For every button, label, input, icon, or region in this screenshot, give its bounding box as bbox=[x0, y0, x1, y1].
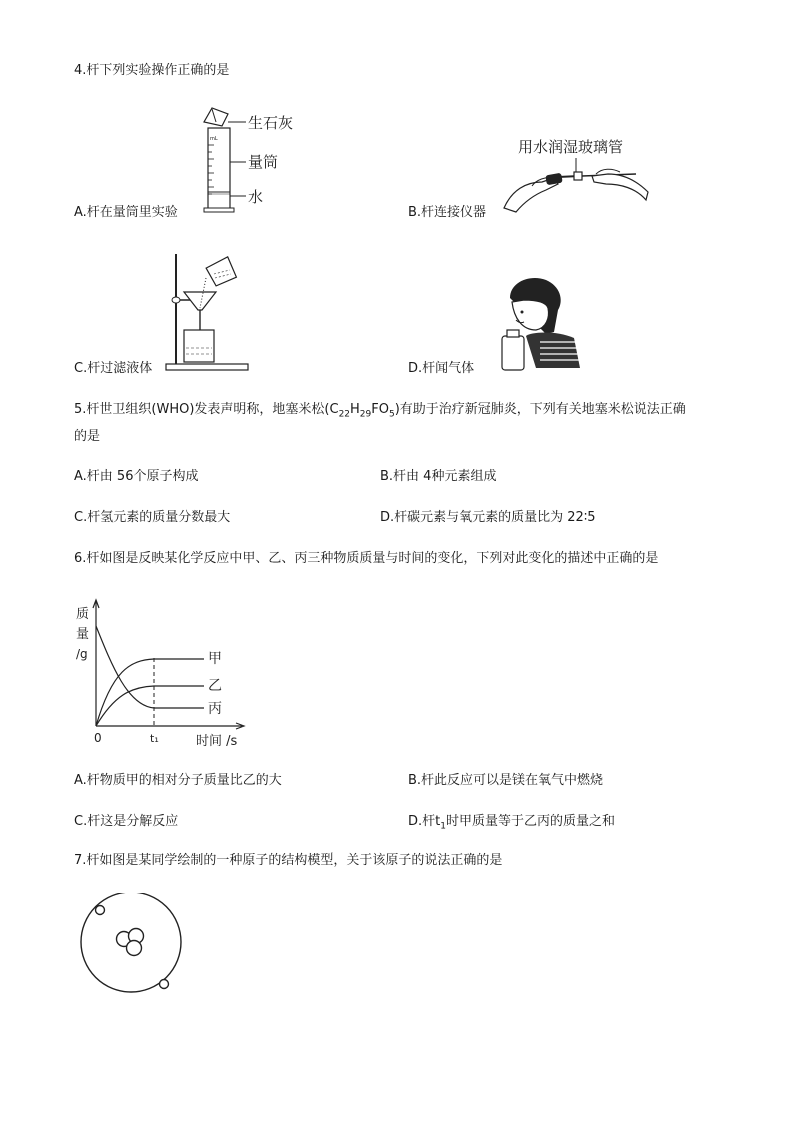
label-cylinder: 量筒 bbox=[248, 153, 279, 171]
electron-top bbox=[96, 906, 105, 915]
series-label-yi: 乙 bbox=[208, 678, 222, 694]
q4-option-d: D.杆闻气体 bbox=[408, 361, 475, 376]
label-wet-glass-tube: 用水润湿玻璃管 bbox=[518, 138, 624, 156]
connect-apparatus-figure bbox=[496, 130, 652, 218]
q6-option-b: B.杆此反应可以是镁在氧气中燃烧 bbox=[408, 773, 604, 788]
q5-option-b: B.杆由 4种元素组成 bbox=[380, 469, 497, 484]
q6-option-c: C.杆这是分解反应 bbox=[74, 814, 179, 829]
series-label-bing: 丙 bbox=[208, 701, 222, 717]
q6-option-a: A.杆物质甲的相对分子质量比乙的大 bbox=[74, 773, 282, 788]
q6-stem: 6.杆如图是反映某化学反应中甲、乙、丙三种物质质量与时间的变化，下列对此变化的描述中正确的是 bbox=[74, 551, 659, 566]
label-quicklime: 生石灰 bbox=[248, 114, 294, 132]
graph-ylabel-3: /g bbox=[76, 647, 88, 661]
smell-gas-figure bbox=[496, 272, 586, 376]
series-yi-curve bbox=[96, 686, 204, 726]
series-label-jia: 甲 bbox=[208, 651, 222, 667]
svg-text:mL: mL bbox=[210, 136, 218, 142]
electron-bottom bbox=[160, 980, 169, 989]
q4-option-b: B.杆连接仪器 bbox=[408, 205, 487, 220]
graph-xlabel: 时间 /s bbox=[196, 734, 238, 749]
q4-option-c: C.杆过滤液体 bbox=[74, 361, 153, 376]
graph-t1-label: t₁ bbox=[150, 732, 159, 745]
series-bing-curve bbox=[96, 626, 204, 708]
q6-option-d: D.杆$t_1$时甲质量等于乙丙的质量之和 bbox=[408, 814, 615, 832]
mass-time-graph bbox=[70, 596, 250, 752]
nucleon-3 bbox=[127, 941, 142, 956]
q5-stem-line1: 5.杆世卫组织(WHO)发表声明称，地塞米松$(C_{22}H_{29}FO_5)$有助于治疗新冠肺炎，下列有关地塞米松说法正确 bbox=[74, 402, 686, 420]
graph-origin-label: 0 bbox=[94, 731, 102, 745]
q5-option-c: C.杆氢元素的质量分数最大 bbox=[74, 510, 231, 525]
dexamethasone-formula: $C_{22}H_{29}FO_5$ bbox=[329, 402, 395, 420]
graduated-cylinder-figure bbox=[192, 100, 310, 218]
series-jia-curve bbox=[96, 659, 204, 726]
q4-stem: 4.杆下列实验操作正确的是 bbox=[74, 63, 230, 78]
q4-option-a: A.杆在量筒里实验 bbox=[74, 205, 178, 220]
q5-option-a: A.杆由 56个原子构成 bbox=[74, 469, 199, 484]
atom-model-figure bbox=[72, 893, 192, 1001]
q5-option-d: D.杆碳元素与氧元素的质量比为 22∶5 bbox=[380, 510, 596, 525]
filtration-figure bbox=[162, 248, 252, 374]
q5-stem-line2: 的是 bbox=[74, 429, 101, 444]
q7-stem: 7.杆如图是某同学绘制的一种原子的结构模型，关于该原子的说法正确的是 bbox=[74, 853, 503, 868]
label-water: 水 bbox=[248, 188, 264, 206]
graph-ylabel-2: 量 bbox=[76, 627, 90, 642]
graph-ylabel-1: 质 bbox=[76, 607, 90, 622]
